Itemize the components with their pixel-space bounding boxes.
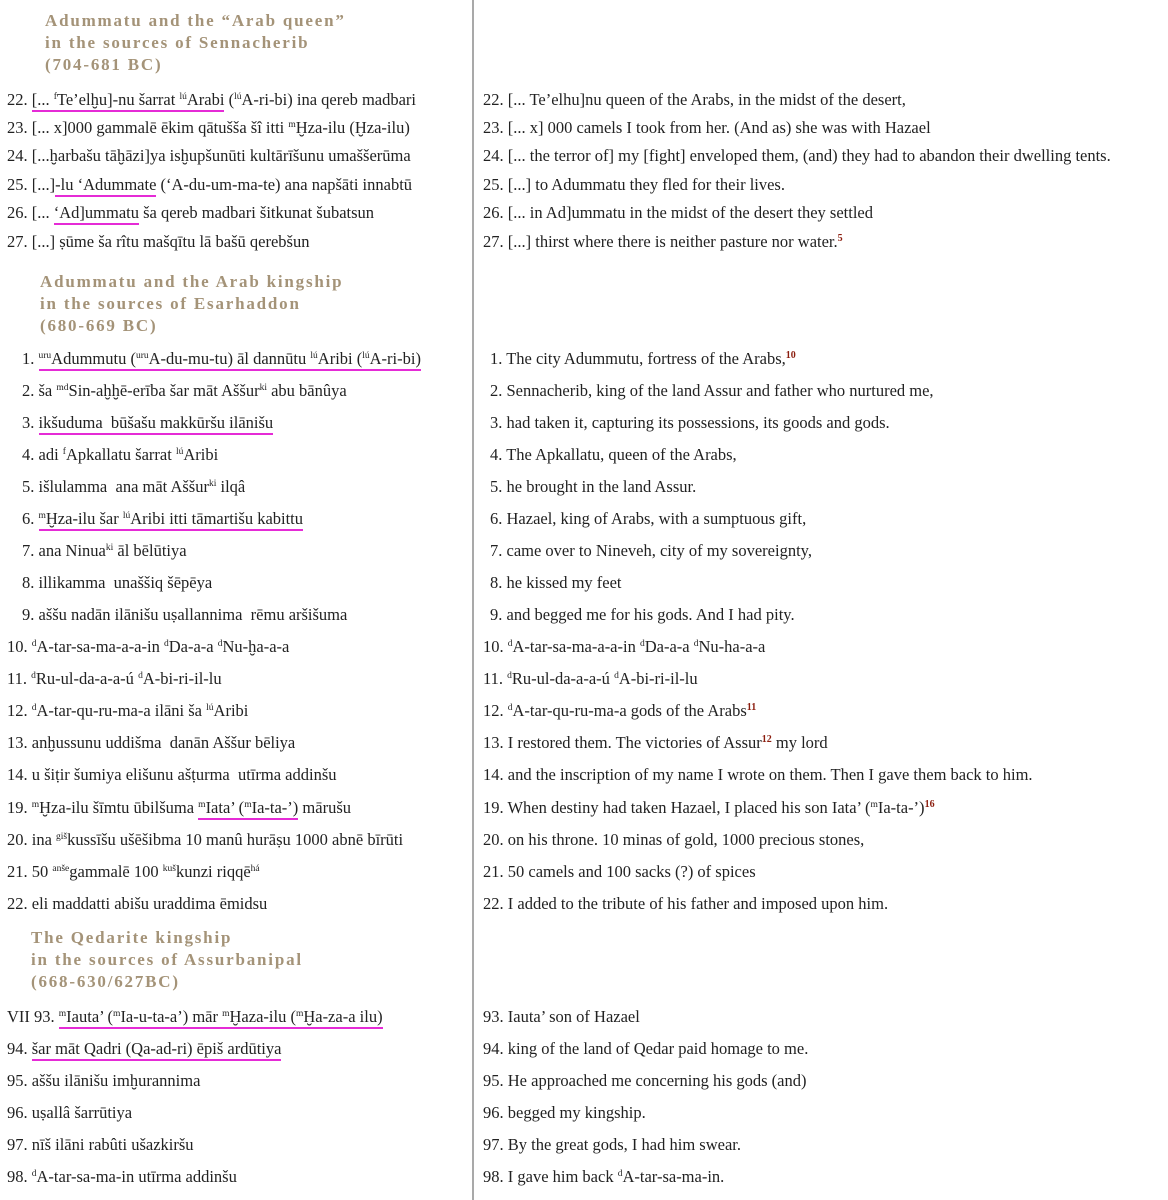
translation-line: 13. I restored them. The victories of Assur$^{12}$ my lord [483, 733, 828, 752]
transliteration-line: 11. $^d$Ru-ul-da-a-a-ú $^d$A-bi-ri-il-lu [7, 669, 222, 688]
transliteration-line: VII 93. $^m$Iauta’ ($^m$Ia-u-ta-a’) mār $^m$Ḫaza-ilu ($^m$Ḫa-za-a ilu) [7, 1007, 383, 1027]
translation-line: 93. Iauta’ son of Hazael [483, 1007, 640, 1026]
transliteration-line: 12. $^d$A-tar-qu-ru-ma-a ilāni ša $^{lú}$Aribi [7, 701, 249, 720]
transliteration-line: 10. $^d$A-tar-sa-ma-a-a-in $^d$Da-a-a $^d$Nu-ḫa-a-a [7, 637, 290, 656]
section-heading-line: in the sources of Assurbanipal [31, 950, 303, 969]
translation-line: 22. [... Te’elhu]nu queen of the Arabs, in the midst of the desert, [483, 90, 906, 109]
translation-line: 5. he brought in the land Assur. [490, 477, 697, 496]
transliteration-line: 6. $^m$Ḫza-ilu šar $^{lú}$Aribi itti tāmartišu kabittu [22, 509, 303, 529]
translation-line: 2. Sennacherib, king of the land Assur and father who nurtured me, [490, 381, 934, 400]
transliteration-line: 25. [...]-lu ‘Adummate (‘A-du-um-ma-te) ana napšāti innabtū [7, 175, 412, 195]
translation-line: 14. and the inscription of my name I wrote on them. Then I gave them back to him. [483, 765, 1033, 784]
transliteration-line: 22. eli maddatti abišu uraddima ēmidsu [7, 894, 268, 913]
transliteration-line: 20. ina $^{giš}$kussīšu ušēšibma 10 manû hurāṣu 1000 abnē bīrūti [7, 830, 404, 849]
translation-line: 8. he kissed my feet [490, 573, 622, 592]
translation-line: 7. came over to Nineveh, city of my sovereignty, [490, 541, 812, 560]
transliteration-line: 14. u šiṭir šumiya elišunu ašṭurma utīrma addinšu [7, 765, 337, 784]
section-heading [45, 10, 346, 76]
transliteration-line: 95. aššu ilānišu imḫurannima [7, 1071, 201, 1090]
translation-line: 94. king of the land of Qedar paid homage to me. [483, 1039, 809, 1058]
section-heading-line: (668-630/627BC) [31, 972, 180, 991]
transliteration-line: 4. adi $^f$Apkallatu šarrat $^{lú}$Aribi [22, 445, 219, 464]
translation-line: 1. The city Adummutu, fortress of the Arabs,$^{10}$ [490, 349, 796, 368]
transliteration-line: 96. uṣallâ šarrūtiya [7, 1103, 133, 1122]
transliteration-line: 8. illikamma unaššiq šēpēya [22, 573, 213, 592]
transliteration-line: 9. aššu nadān ilānišu uṣallannima rēmu aršišuma [22, 605, 348, 624]
translation-line: 97. By the great gods, I had him swear. [483, 1135, 741, 1154]
translation-line: 20. on his throne. 10 minas of gold, 1000 precious stones, [483, 830, 865, 849]
transliteration-line: 21. 50 $^{anše}$gammalē 100 $^{kuš}$kunzi riqqē$^{há}$ [7, 862, 260, 881]
section-heading-line: Adummatu and the Arab kingship [40, 272, 344, 291]
translation-line: 24. [... the terror of] my [fight] enveloped them, (and) they had to abandon their dwelling tents. [483, 146, 1111, 165]
translation-line: 96. begged my kingship. [483, 1103, 646, 1122]
section-heading-line: in the sources of Esarhaddon [40, 294, 301, 313]
translation-line: 19. When destiny had taken Hazael, I placed his son Iata’ ($^m$Ia-ta-’)$^{16}$ [483, 798, 935, 817]
translation-line: 3. had taken it, capturing its possessions, its goods and gods. [490, 413, 890, 432]
translation-line: 4. The Apkallatu, queen of the Arabs, [490, 445, 737, 464]
section-heading-line: Adummatu and the “Arab queen” [45, 11, 346, 30]
translation-line: 6. Hazael, king of Arabs, with a sumptuous gift, [490, 509, 807, 528]
transliteration-line: 26. [... ‘Ad]ummatu ša qereb madbari šitkunat šubatsun [7, 203, 374, 223]
translation-line: 23. [... x] 000 camels I took from her. (And as) she was with Hazael [483, 118, 931, 137]
translation-line: 27. [...] thirst where there is neither pasture nor water.$^5$ [483, 232, 843, 251]
transliteration-line: 19. $^m$Ḫza-ilu šīmtu ūbilšuma $^m$Iata’ ($^m$Ia-ta-’) mārušu [7, 798, 351, 818]
translation-line: 98. I gave him back $^d$A-tar-sa-ma-in. [483, 1167, 725, 1186]
translation-line: 21. 50 camels and 100 sacks (?) of spices [483, 862, 756, 881]
translation-line: 12. $^d$A-tar-qu-ru-ma-a gods of the Arabs$^{11}$ [483, 701, 757, 720]
section-heading [31, 927, 303, 993]
section-heading-line: The Qedarite kingship [31, 928, 233, 947]
transliteration-line: 97. nīš ilāni rabûti ušazkiršu [7, 1135, 194, 1154]
translation-line: 25. [...] to Adummatu they fled for their lives. [483, 175, 785, 194]
transliteration-line: 23. [... x]000 gammalē ēkim qātušša šî itti $^m$Ḫza-ilu (Ḫza-ilu) [7, 118, 410, 137]
transliteration-line: 2. ša $^{md}$Sin-aḫḫē-erība šar māt Aššur$^{ki}$ abu bānûya [22, 381, 347, 400]
transliteration-line: 27. [...] ṣūme ša rîtu mašqītu lā bašū qerebšun [7, 232, 310, 251]
section-heading [40, 271, 343, 337]
section-heading-line: (680-669 BC) [40, 316, 158, 335]
transliteration-line: 7. ana Ninua$^{ki}$ āl bēlūtiya [22, 541, 187, 560]
section-heading-line: in the sources of Sennacherib [45, 33, 310, 52]
transliteration-line: 1. $^{uru}$Adummutu ($^{uru}$A-du-mu-tu) āl dannūtu $^{lú}$Aribi ($^{lú}$A-ri-bi) [22, 349, 421, 369]
translation-line: 11. $^d$Ru-ul-da-a-a-ú $^d$A-bi-ri-il-lu [483, 669, 698, 688]
translation-line: 95. He approached me concerning his gods (and) [483, 1071, 807, 1090]
transliteration-line: 3. ikšuduma būšašu makkūršu ilānišu [22, 413, 273, 433]
transliteration-line: 22. [... $^f$Te’elḫu]-nu šarrat $^{lú}$Arabi ($^{lú}$A-ri-bi) ina qereb madbari [7, 90, 416, 110]
transliteration-line: 98. $^d$A-tar-sa-ma-in utīrma addinšu [7, 1167, 237, 1186]
translation-line: 9. and begged me for his gods. And I had pity. [490, 605, 795, 624]
translation-line: 26. [... in Ad]ummatu in the midst of the desert they settled [483, 203, 873, 222]
transliteration-line: 24. [...ḫarbašu tāḫāzi]ya isḫupšunūti kultārīšunu umaššerūma [7, 146, 411, 165]
translation-line: 10. $^d$A-tar-sa-ma-a-a-in $^d$Da-a-a $^d$Nu-ha-a-a [483, 637, 766, 656]
transliteration-line: 94. šar māt Qadri (Qa-ad-ri) ēpiš ardūtiya [7, 1039, 281, 1059]
section-heading-line: (704-681 BC) [45, 55, 163, 74]
transliteration-line: 5. išlulamma ana māt Aššur$^{ki}$ ilqâ [22, 477, 246, 496]
column-divider [472, 0, 474, 1200]
translation-line: 22. I added to the tribute of his father and imposed upon him. [483, 894, 889, 913]
transliteration-line: 13. anḫussunu uddišma danān Aššur bēliya [7, 733, 296, 752]
